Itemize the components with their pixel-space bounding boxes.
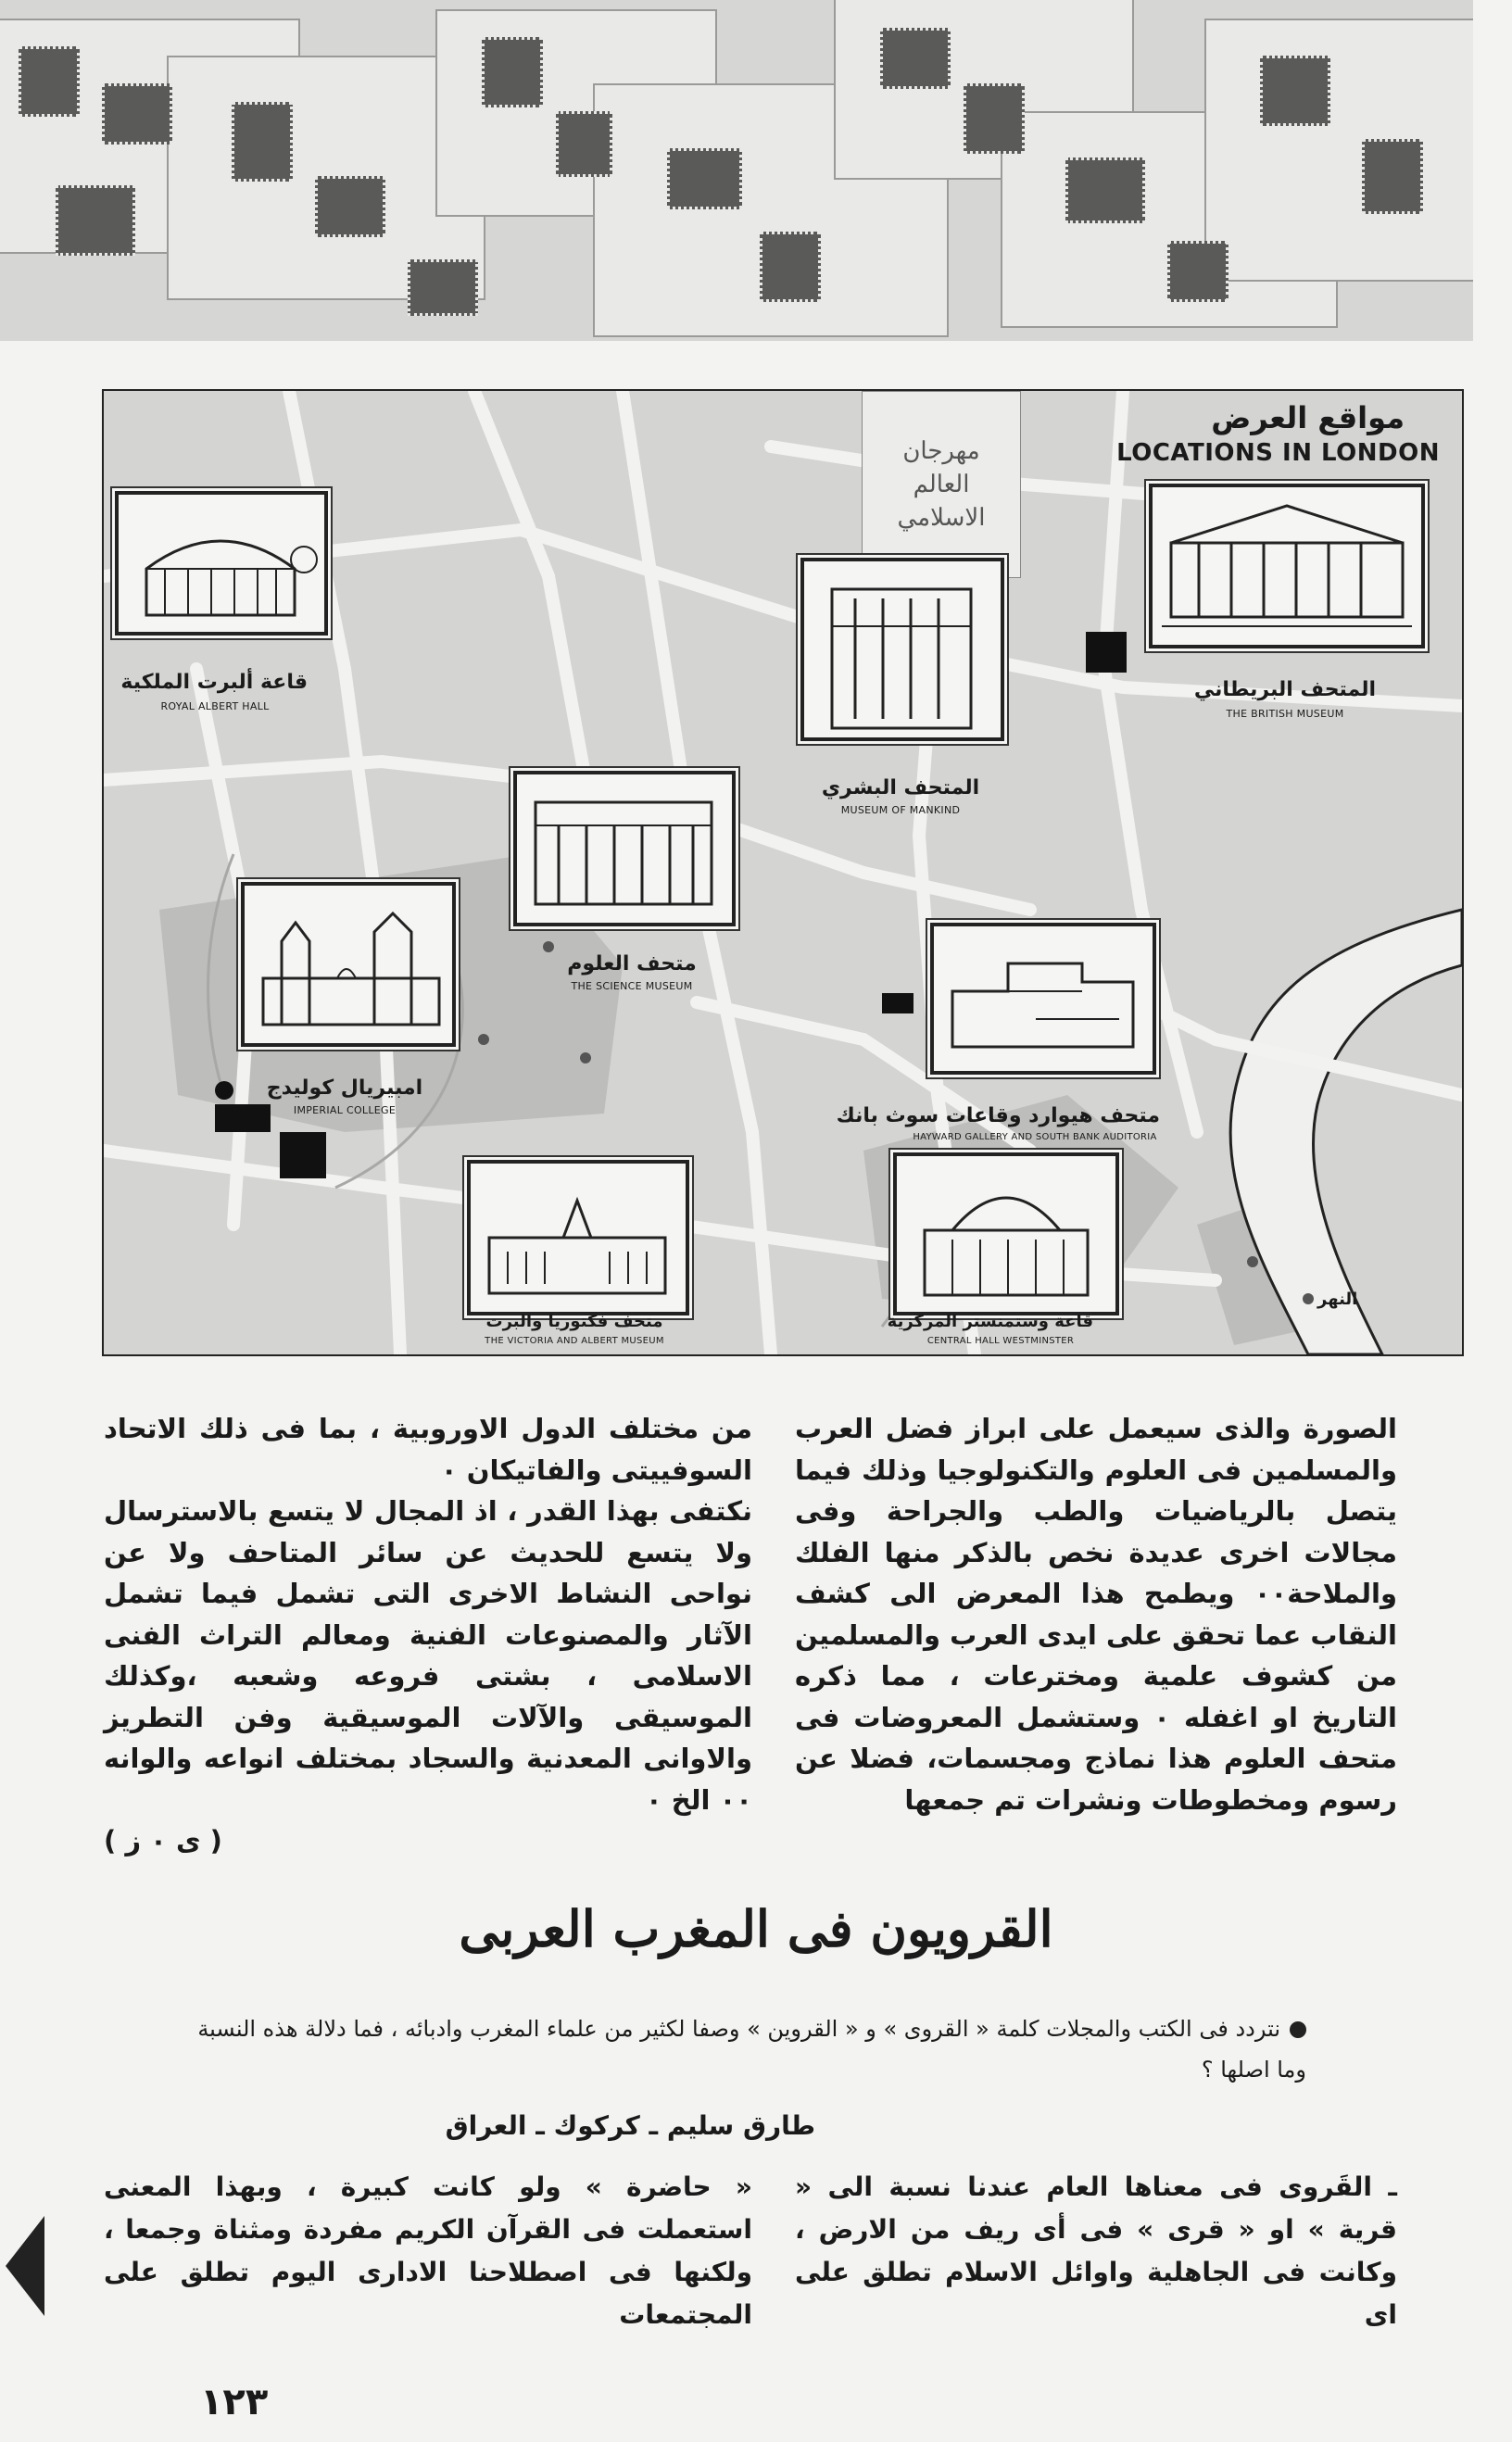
- answer-paragraph: « حاضرة » ولو كانت كبيرة ، وبهذا المعنى استعملت فى القرآن الكريم مفردة ومثناة وجمعا ، ولكنها فى اصطلاحنا الادارى اليوم تطلق على المجتمعات: [104, 2171, 752, 2330]
- river-label: النهر: [1317, 1290, 1358, 1309]
- central-hall-label-en: CENTRAL HALL WESTMINSTER: [926, 1336, 1075, 1346]
- science-museum-label-ar: متحف العلوم: [567, 952, 697, 976]
- bullet-icon: [1290, 2021, 1306, 2038]
- map-title-arabic: مواقع العرض: [1211, 400, 1405, 435]
- victoria-albert-label-ar: متحف فكتوريا والبرت: [485, 1312, 663, 1331]
- article-title: القرويون فى المغرب العربى: [459, 1899, 1053, 1958]
- map-title-english: LOCATIONS IN LONDON: [1116, 439, 1440, 467]
- science-museum-label-en: THE SCIENCE MUSEUM: [571, 980, 693, 992]
- continue-arrow-icon: [6, 2216, 44, 2316]
- card-hayward-gallery: [930, 923, 1156, 1075]
- royal-albert-hall-label-ar: قاعة ألبرت الملكية: [120, 671, 308, 694]
- card-imperial-college: [241, 882, 456, 1047]
- question-author: طارق سليم ـ كركوك ـ العراق: [445, 2110, 815, 2141]
- article-column-right: [795, 1408, 1397, 1820]
- royal-albert-hall-label-en: ROYAL ALBERT HALL: [160, 700, 270, 712]
- museum-of-mankind-label-ar: المتحف البشري: [821, 776, 980, 799]
- british-museum-label-en: THE BRITISH MUSEUM: [1226, 708, 1344, 720]
- hayward-gallery-illustration: [934, 926, 1153, 1071]
- card-british-museum: [1149, 484, 1425, 648]
- answer-column-left: [104, 2166, 752, 2336]
- imperial-college-label-ar: امبيريال كوليدج: [266, 1076, 423, 1100]
- answer-paragraph: ـ القَروى فى معناها العام عندنا نسبة الى « قرية » او « قرى » فى أى ريف من الارض ، وكانت فى الجاهلية واوائل الاسلام تطلق على اى: [795, 2171, 1397, 2330]
- hayward-gallery-label-ar: متحف هيوارد وقاعات سوث بانك: [836, 1104, 1160, 1127]
- central-hall-westminster-illustration: [897, 1156, 1115, 1312]
- hayward-gallery-label-en: HAYWARD GALLERY AND SOUTH BANK AUDITORIA: [913, 1132, 1157, 1142]
- question-text: نتردد فى الكتب والمجلات كلمة « القروى » و « القروين » وصفا لكثير من علماء المغرب وادبائه ، فما دلالة هذه النسبة وما اصلها ؟: [197, 2016, 1306, 2083]
- article-paragraph: من مختلف الدول الاوروبية ، بما فى ذلك الاتحاد السوفييتى والفاتيكان ٠: [104, 1413, 752, 1486]
- stamps-photo-strip: [0, 0, 1473, 341]
- royal-albert-hall-illustration: [119, 495, 324, 632]
- festival-logo-text: مهرجان العالم الاسلامي: [897, 437, 986, 532]
- british-museum-label-ar: المتحف البريطاني: [1193, 678, 1377, 701]
- card-royal-albert-hall: [115, 491, 328, 636]
- card-science-museum: [513, 771, 736, 926]
- science-museum-illustration: [517, 774, 732, 923]
- article-column-left: [104, 1408, 752, 1862]
- museum-of-mankind-label-en: MUSEUM OF MANKIND: [840, 804, 961, 816]
- card-museum-of-mankind: [800, 558, 1004, 741]
- central-hall-label-ar: قاعة وستمنستر المركزية: [887, 1312, 1093, 1331]
- victoria-albert-museum-illustration: [471, 1164, 686, 1312]
- london-locations-map: [102, 389, 1464, 1356]
- card-central-hall-westminster: [893, 1152, 1119, 1315]
- article-paragraph: الصورة والذى سيعمل على ابراز فضل العرب والمسلمين فى العلوم والتكنولوجيا وذلك فيما يتصل بالرياضيات والطب والجراحة وفى مجالات اخرى عديدة نخص بالذكر منها الفلك والملاحة٠٠ ويطمح هذا المعرض الى كشف النقاب عما تحقق على ايدى العرب والمسلمين من كشوف علمية ومخترعات ، مما ذكره التاريخ او اغفله ٠ وستشمل المعروضات فى متحف العلوم هذا نماذج ومجسمات، فضلا عن رسوم ومخطوطات ونشرات تم جمعها: [795, 1413, 1397, 1816]
- author-signature: ( ى ٠ ز ): [104, 1825, 222, 1857]
- article-paragraph: نكتفى بهذا القدر ، اذ المجال لا يتسع بالاسترسال ولا يتسع للحديث عن سائر المتاحف ولا عن نواحى النشاط الاخرى التى تشمل فيما تشمل الآثار والمصنوعات الفنية ومعالم التراث الفنى الاسلامى ، بشتى فروعه وشعبه ،وكذلك الموسيقى والآلات الموسيقية وفن التطريز والاوانى المعدنية والسجاد بمختلف انواعه والوانه ٠٠ الخ ٠: [104, 1495, 752, 1816]
- festival-logo: [862, 391, 1021, 578]
- imperial-college-illustration: [245, 886, 452, 1043]
- imperial-college-label-en: IMPERIAL COLLEGE: [293, 1104, 397, 1116]
- answer-column-right: [795, 2166, 1397, 2336]
- card-victoria-albert-museum: [467, 1160, 689, 1315]
- page-number: ١٢٣: [200, 2381, 269, 2423]
- museum-of-mankind-illustration: [804, 561, 1001, 737]
- victoria-albert-label-en: THE VICTORIA AND ALBERT MUSEUM: [485, 1336, 664, 1346]
- british-museum-illustration: [1153, 487, 1421, 645]
- reader-question: [176, 2008, 1306, 2090]
